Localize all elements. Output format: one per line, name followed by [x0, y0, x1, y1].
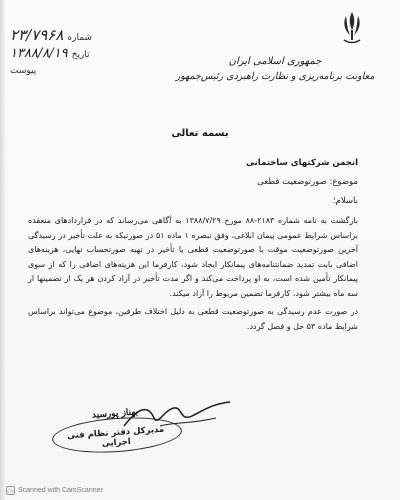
greeting: باسلام؛	[332, 196, 358, 206]
letter-date-row	[10, 46, 160, 66]
camscanner-logo-icon	[6, 486, 15, 495]
letter-number-row	[10, 26, 160, 46]
letter-date-value: ۱۳۸۸/۸/۱۹	[10, 46, 68, 61]
letter-number-label: شماره	[67, 33, 92, 43]
svg-text:CS: CS	[7, 488, 14, 494]
letter-subject: موضوع: صورتوضعیت قطعی	[257, 177, 358, 187]
vice-presidency-name: معاونت برنامه‌ریزی و نظارت راهبردی رئیس‌جمهور	[175, 71, 375, 82]
scanner-watermark	[6, 486, 103, 495]
invocation-heading: بسمه تعالی	[171, 128, 229, 139]
signer-name: بهناز پورسید	[91, 407, 139, 421]
scanner-text: Scanned with CamScanner	[18, 487, 103, 494]
ministry-header	[160, 56, 390, 82]
addressee: انجمن شرکتهای ساختمانی	[246, 158, 358, 168]
letter-attachment-row	[10, 66, 160, 86]
letter-reference-block	[10, 26, 160, 86]
scan-edge-shadow	[0, 0, 6, 500]
letter-body	[28, 158, 358, 338]
letter-number-value: ۲۳/۷۹۶۸	[10, 26, 64, 44]
letter-date-label: تاریخ	[71, 50, 90, 60]
signer-title: مدیرکل دفتر نظام فنی اجرایی	[66, 424, 165, 449]
letter-paragraph-2: در صورت عدم رسیدگی به صورتوضعیت قطعی به دلیل اختلاف طرفین، موضوع می‌تواند براساس شرایط ماده ۵۳ حل و فصل گردد.	[28, 307, 358, 331]
republic-name: جمهوری اسلامی ایران	[228, 56, 322, 67]
letter-attachment-label: پیوست	[10, 66, 37, 76]
iran-emblem-icon	[340, 10, 364, 48]
letter-paragraph-1: بازگشت به نامه شماره ۲۱۸۳-۸۸ مورخ ۱۳۸۸/۷/۲۹ به آگاهی می‌رساند که در قراردادهای منعقده براساس شرایط عمومی پیمان ابلاغی، وفق تبصره ۱ ماده ۵۱ در صورتیکه به علت تأخیر در رسیدگی آخرین صورتوضعیت موقت یا صورتوضعیت قطعی یا تأخیر در تهیه صورتحساب نهایی، هزینه‌های اضافی بابت تمدید ضمانتنامه‌های پیمانکار ایجاد شود، کارفرما این هزینه‌های اضافی را که از سوی پیمانکار تأمین شده است، به او پرداخت می‌کند و اگر مدت تأخیر در آزاد کردن هر یک از تضمینها از سه ماه بیشتر شود، کارفرما تضمین مربوط را آزاد میکند.	[28, 216, 359, 298]
